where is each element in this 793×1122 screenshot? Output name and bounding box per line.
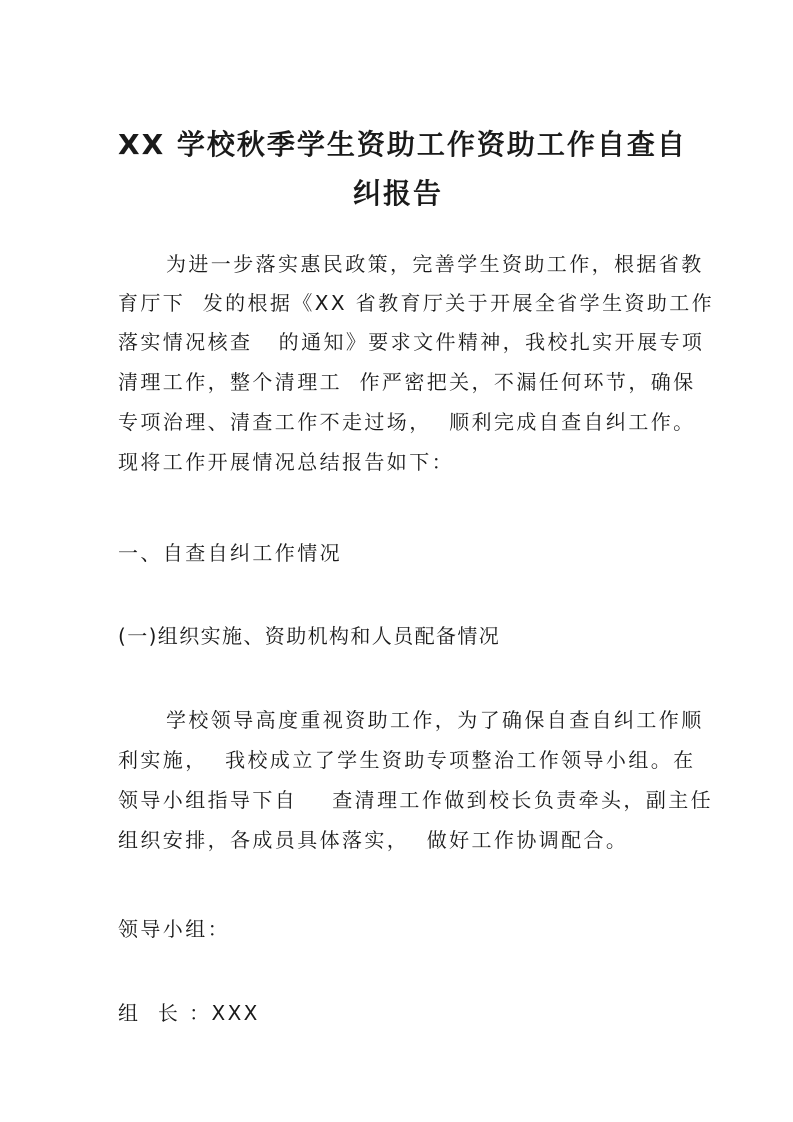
intro-paragraph-line: 专项治理、清查工作不走过场， 顺利完成自查自纠工作。	[118, 410, 696, 434]
document-title-line-1: XX 学校秋季学生资助工作资助工作自查自	[118, 128, 687, 161]
group-label: 领导小组：	[118, 917, 230, 941]
intro-paragraph-line: 为进一步落实惠民政策，完善学生资助工作，根据省教	[166, 252, 704, 276]
leader-line: 组 长 ：XXX	[118, 1001, 260, 1025]
intro-paragraph-line: 育厅下 发的根据《XX 省教育厅关于开展全省学生资助工作	[118, 291, 715, 315]
body-paragraph-line: 学校领导高度重视资助工作，为了确保自查自纠工作顺	[166, 708, 704, 732]
section-heading: 一、自查自纠工作情况	[118, 541, 342, 565]
body-paragraph-line: 组织安排，各成员具体落实， 做好工作协调配合。	[118, 828, 629, 852]
intro-paragraph-line: 现将工作开展情况总结报告如下：	[118, 450, 454, 474]
subsection-heading: (一)组织实施、资助机构和人员配备情况	[118, 624, 501, 648]
document-title-line-2: 纠报告	[352, 177, 443, 210]
body-paragraph-line: 领导小组指导下自 查清理工作做到校长负责牵头，副主任	[118, 788, 714, 812]
intro-paragraph-line: 清理工作，整个清理工 作严密把关，不漏任何环节，确保	[118, 370, 696, 394]
body-paragraph-line: 利实施， 我校成立了学生资助专项整治工作领导小组。在	[118, 748, 696, 772]
intro-paragraph-line: 落实情况核查 的通知》要求文件精神，我校扎实开展专项	[118, 330, 705, 354]
